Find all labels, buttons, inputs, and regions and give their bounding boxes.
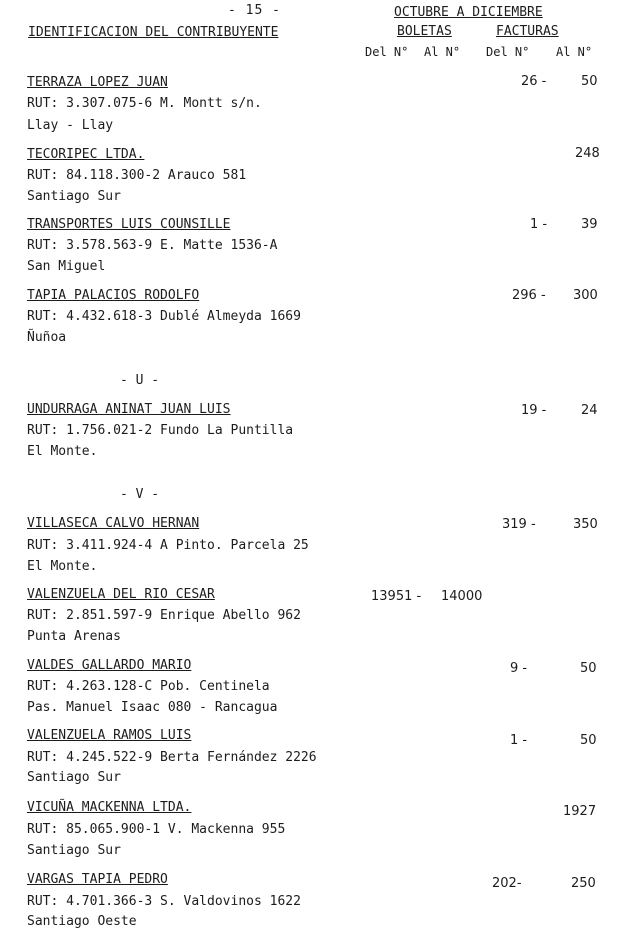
entry-city: San Miguel <box>27 259 106 274</box>
entry-name: TRANSPORTES LUIS COUNSILLE <box>27 217 231 232</box>
entry-name: VICUÑA MACKENNA LTDA. <box>27 800 192 815</box>
entry-rut-address: RUT: 1.756.021-2 Fundo La Puntilla <box>27 423 294 438</box>
entry-city: Ñuñoa <box>27 330 67 345</box>
facturas-to: 39 <box>581 217 598 232</box>
entry-rut-address: RUT: 4.701.366-3 S. Valdovinos 1622 <box>27 894 301 909</box>
entry-city: Santiago Sur <box>27 770 121 785</box>
facturas-to: 300 <box>573 288 598 303</box>
boletas-from: 13951 - <box>371 589 422 604</box>
facturas-to: 50 <box>580 661 597 676</box>
section-v-heading: - V - <box>120 487 160 502</box>
entry-name: TAPIA PALACIOS RODOLFO <box>27 288 200 303</box>
entry-rut-address: RUT: 4.432.618-3 Dublé Almeyda 1669 <box>27 309 301 324</box>
column-title-facturas: FACTURAS <box>496 24 559 39</box>
facturas-to: 50 <box>581 74 598 89</box>
facturas-to: 50 <box>580 733 597 748</box>
entry-rut-address: RUT: 3.307.075-6 M. Montt s/n. <box>27 96 262 111</box>
facturas-to: 24 <box>581 403 598 418</box>
facturas-to: 250 <box>571 876 596 891</box>
entry-rut-address: RUT: 2.851.597-9 Enrique Abello 962 <box>27 608 301 623</box>
entry-rut-address: RUT: 4.245.522-9 Berta Fernández 2226 <box>27 750 317 765</box>
facturas-from: 1 - <box>530 217 548 232</box>
column-title-boletas: BOLETAS <box>397 24 452 39</box>
entry-rut-address: RUT: 3.411.924-4 A Pinto. Parcela 25 <box>27 538 309 553</box>
facturas-from: 1 - <box>510 733 528 748</box>
facturas-from: 9 - <box>510 661 528 676</box>
facturas-from: 26 - <box>521 74 547 89</box>
entry-city: El Monte. <box>27 444 98 459</box>
boletas-al-header: Al N° <box>424 45 461 59</box>
facturas-to: 1927 <box>563 804 597 819</box>
entry-name: TERRAZA LOPEZ JUAN <box>27 75 168 90</box>
facturas-from: 19 - <box>521 403 547 418</box>
facturas-from: 296 - <box>512 288 546 303</box>
facturas-to: 248 <box>575 146 600 161</box>
facturas-from: 202- <box>492 876 522 891</box>
entry-rut-address: RUT: 3.578.563-9 E. Matte 1536-A <box>27 238 278 253</box>
entry-name: TECORIPEC LTDA. <box>27 147 145 162</box>
entry-city: El Monte. <box>27 559 98 574</box>
boletas-to: 14000 <box>441 589 483 604</box>
entry-name: VILLASECA CALVO HERNAN <box>27 516 200 531</box>
facturas-al-header: Al N° <box>556 45 593 59</box>
entry-name: VALDES GALLARDO MARIO <box>27 658 192 673</box>
entry-city: Llay - Llay <box>27 118 114 133</box>
entry-city: Punta Arenas <box>27 629 121 644</box>
section-u-heading: - U - <box>120 373 160 388</box>
entry-city: Santiago Sur <box>27 189 121 204</box>
column-title-identification: IDENTIFICACION DEL CONTRIBUYENTE <box>28 25 279 40</box>
entry-name: VALENZUELA DEL RIO CESAR <box>27 587 215 602</box>
facturas-to: 350 <box>573 517 598 532</box>
entry-city: Pas. Manuel Isaac 080 - Rancagua <box>27 700 278 715</box>
page-number: - 15 - <box>228 3 281 18</box>
entry-name: VALENZUELA RAMOS LUIS <box>27 728 192 743</box>
entry-city: Santiago Sur <box>27 843 121 858</box>
entry-rut-address: RUT: 85.065.900-1 V. Mackenna 955 <box>27 822 286 837</box>
facturas-from: 319 - <box>502 517 536 532</box>
entry-rut-address: RUT: 84.118.300-2 Arauco 581 <box>27 168 247 183</box>
boletas-del-header: Del N° <box>365 45 409 59</box>
entry-name: VARGAS TAPIA PEDRO <box>27 872 168 887</box>
entry-rut-address: RUT: 4.263.128-C Pob. Centinela <box>27 679 270 694</box>
facturas-del-header: Del N° <box>486 45 530 59</box>
period-title: OCTUBRE A DICIEMBRE <box>394 5 543 20</box>
entry-city: Santiago Oeste <box>27 914 137 929</box>
entry-name: UNDURRAGA ANINAT JUAN LUIS <box>27 402 231 417</box>
